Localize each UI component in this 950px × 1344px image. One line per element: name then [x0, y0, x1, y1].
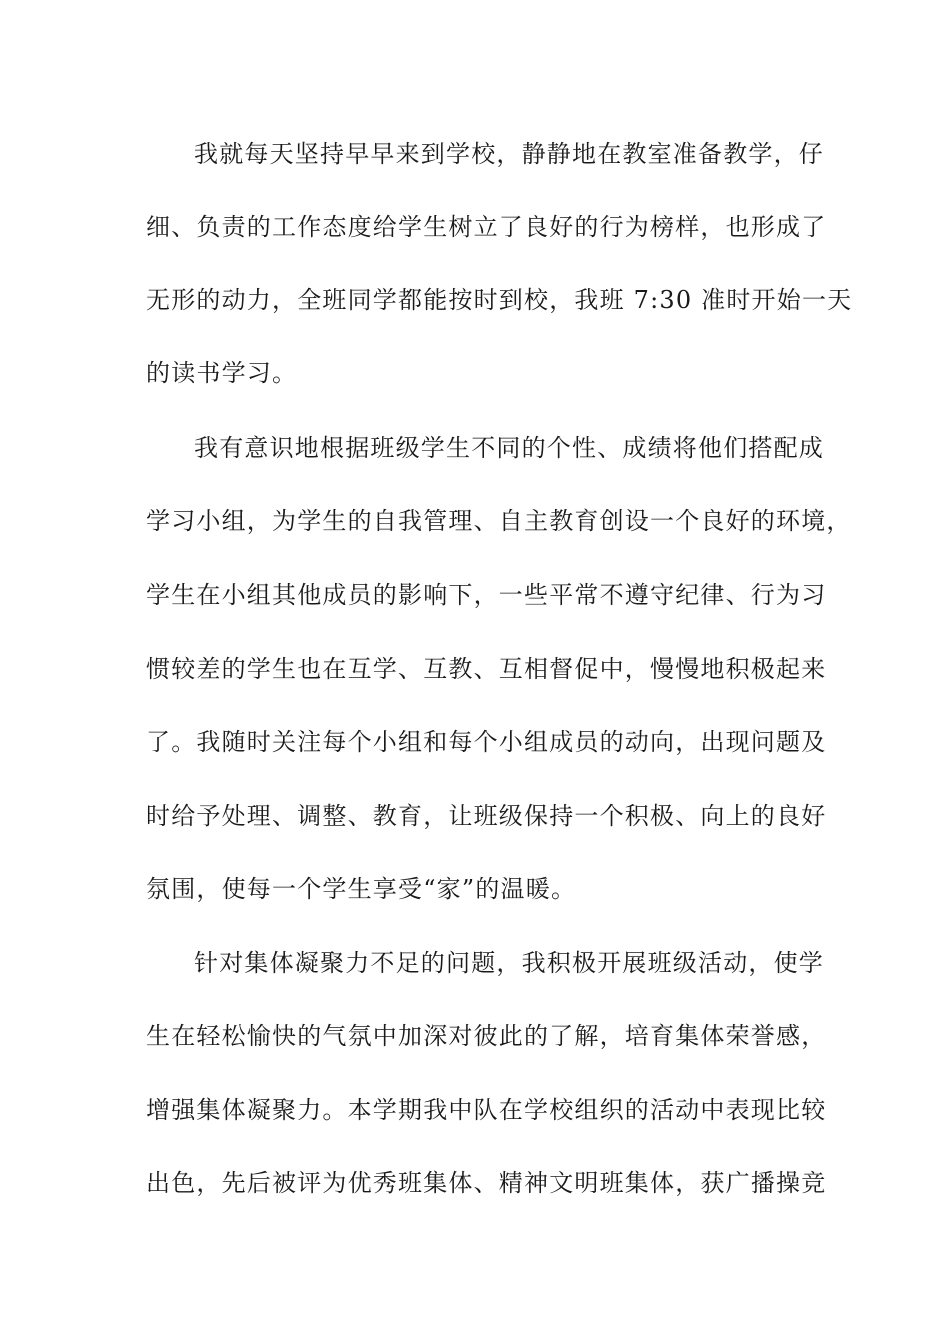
text-line: 无形的动力，全班同学都能按时到校，我班 7:30 准时开始一天	[146, 286, 853, 314]
text-line: 氛围，使每一个学生享受“家”的温暖。	[146, 875, 577, 903]
text-line: 的读书学习。	[146, 359, 298, 387]
text-line: 针对集体凝聚力不足的问题，我积极开展班级活动，使学	[194, 949, 824, 977]
text-line: 细、负责的工作态度给学生树立了良好的行为榜样，也形成了	[146, 213, 827, 241]
text-line: 我有意识地根据班级学生不同的个性、成绩将他们搭配成	[194, 434, 824, 462]
text-line: 增强集体凝聚力。本学期我中队在学校组织的活动中表现比较	[146, 1096, 827, 1124]
text-line: 生在轻松愉快的气氛中加深对彼此的了解，培育集体荣誉感，	[146, 1022, 827, 1050]
text-line: 时给予处理、调整、教育，让班级保持一个积极、向上的良好	[146, 802, 827, 830]
text-line: 学习小组，为学生的自我管理、自主教育创设一个良好的环境，	[146, 507, 852, 535]
text-line: 惯较差的学生也在互学、互教、互相督促中，慢慢地积极起来	[146, 655, 827, 683]
text-line: 了。我随时关注每个小组和每个小组成员的动向，出现问题及	[146, 728, 827, 756]
text-line: 学生在小组其他成员的影响下，一些平常不遵守纪律、行为习	[146, 581, 827, 609]
text-line: 我就每天坚持早早来到学校，静静地在教室准备教学，仔	[194, 140, 824, 168]
text-line: 出色，先后被评为优秀班集体、精神文明班集体，获广播操竞	[146, 1169, 827, 1197]
